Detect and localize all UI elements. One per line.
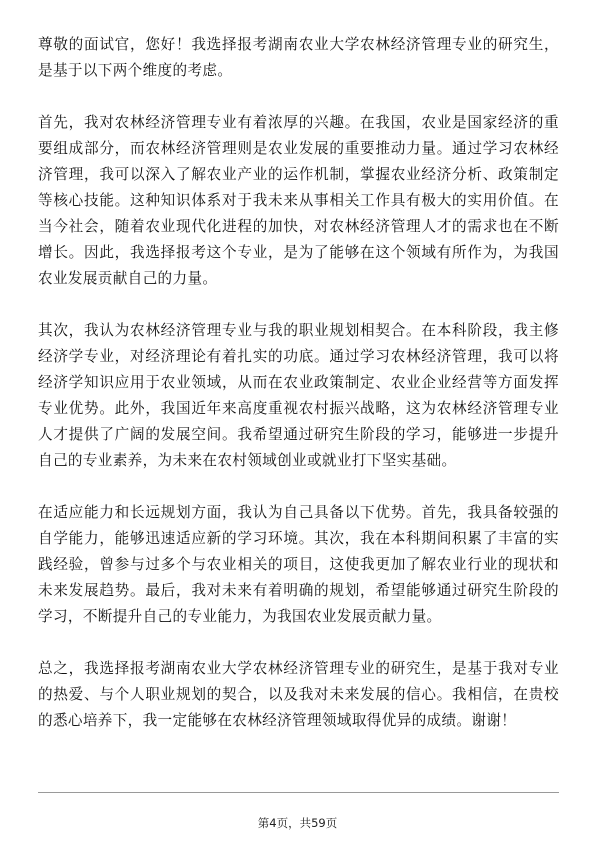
page-number: 第4页，共59页 bbox=[257, 816, 338, 830]
paragraph-greeting: 尊敬的面试官，您好！我选择报考湖南农业大学农林经济管理专业的研究生，是基于以下两个维度的考虑。 bbox=[38, 36, 559, 79]
footer-divider bbox=[38, 792, 559, 793]
paragraph-interest: 首先，我对农林经济管理专业有着浓厚的兴趣。在我国，农业是国家经济的重要组成部分，而农林经济管理则是农业发展的重要推动力量。通过学习农林经济管理，我可以深入了解农业产业的运作机制，掌握农业经济分析、政策制定等核心技能。这种知识体系对于我未来从事相关工作具有极大的实用价值。在当今社会，随着农业现代化进程的加快，对农林经济管理人才的需求也在不断增长。因此，我选择报考这个专业，是为了能够在这个领域有所作为，为我国农业发展贡献自己的力量。 bbox=[38, 114, 559, 287]
paragraph-advantages: 在适应能力和长远规划方面，我认为自己具备以下优势。首先，我具备较强的自学能力，能够迅速适应新的学习环境。其次，我在本科期间积累了丰富的实践经验，曾参与过多个与农业相关的项目，这使我更加了解农业行业的现状和未来发展趋势。最后，我对未来有着明确的规划，希望能够通过研究生阶段的学习，不断提升自己的专业能力，为我国农业发展贡献力量。 bbox=[38, 504, 559, 625]
paragraph-career-fit: 其次，我认为农林经济管理专业与我的职业规划相契合。在本科阶段，我主修经济学专业，对经济理论有着扎实的功底。通过学习农林经济管理，我可以将经济学知识应用于农业领域，从而在农业政策制定、农业企业经营等方面发挥专业优势。此外，我国近年来高度重视农村振兴战略，这为农林经济管理专业人才提供了广阔的发展空间。我希望通过研究生阶段的学习，能够进一步提升自己的专业素养，为未来在农村领域创业或就业打下坚实基础。 bbox=[38, 322, 559, 469]
paragraph-conclusion: 总之，我选择报考湖南农业大学农林经济管理专业的研究生，是基于我对专业的热爱、与个人职业规划的契合，以及我对未来发展的信心。我相信，在贵校的悉心培养下，我一定能够在农林经济管理领域取得优异的成绩。谢谢！ bbox=[38, 660, 559, 729]
document-body bbox=[38, 32, 559, 760]
